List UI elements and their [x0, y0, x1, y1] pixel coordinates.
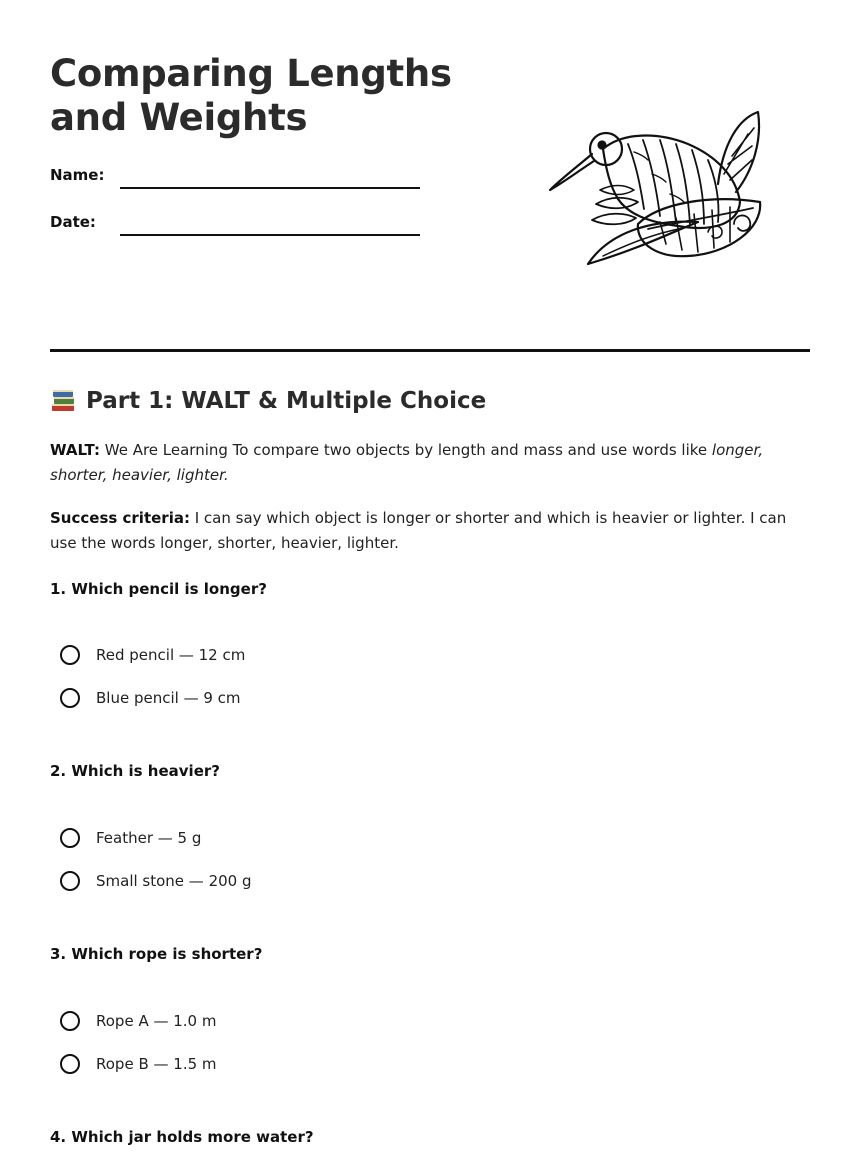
question-1-option-2[interactable]: [60, 688, 241, 708]
question-2-option-2[interactable]: [60, 871, 252, 891]
radio-button[interactable]: [60, 688, 80, 708]
radio-button[interactable]: [60, 1011, 80, 1031]
question-2: 2. Which is heavier?: [50, 762, 220, 780]
name-label: Name:: [50, 166, 105, 184]
radio-button[interactable]: [60, 645, 80, 665]
question-4: 4. Which jar holds more water?: [50, 1128, 314, 1146]
walt-text: We Are Learning To compare two objects by length and mass and use words like: [104, 441, 708, 459]
walt-label: WALT:: [50, 441, 100, 459]
option-label: Feather — 5 g: [96, 829, 202, 847]
section-divider: [50, 349, 810, 352]
success-criteria-text: I can say which object is longer or shorter and which is heavier or lighter. I can use the words longer, shorter, heavier, lighter.: [50, 509, 787, 552]
question-1-option-1[interactable]: [60, 645, 245, 665]
walt-paragraph: [50, 438, 810, 488]
radio-button[interactable]: [60, 1054, 80, 1074]
option-label: Blue pencil — 9 cm: [96, 689, 241, 707]
question-2-option-1[interactable]: [60, 828, 201, 848]
success-criteria-label: Success criteria:: [50, 509, 190, 527]
part1-heading: [50, 388, 486, 414]
radio-button[interactable]: [60, 828, 80, 848]
question-3-option-2[interactable]: [60, 1054, 217, 1074]
walt-words: longer, shorter, heavier, lighter.: [50, 441, 764, 484]
question-3: 3. Which rope is shorter?: [50, 945, 263, 963]
radio-button[interactable]: [60, 871, 80, 891]
page-title: Comparing Lengths and Weights: [50, 52, 452, 139]
success-criteria-paragraph: [50, 506, 810, 556]
option-label: Rope B — 1.5 m: [96, 1055, 217, 1073]
part1-heading-text: Part 1: WALT & Multiple Choice: [86, 388, 487, 414]
name-field[interactable]: [120, 187, 420, 189]
books-icon: [50, 388, 76, 414]
date-field[interactable]: [120, 234, 420, 236]
worksheet-page: [50, 0, 810, 1161]
option-label: Red pencil — 12 cm: [96, 646, 246, 664]
question-3-option-1[interactable]: [60, 1011, 216, 1031]
kiwi-bird-illustration: [548, 104, 768, 269]
question-1: 1. Which pencil is longer?: [50, 580, 267, 598]
option-label: Rope A — 1.0 m: [96, 1012, 217, 1030]
date-label: Date:: [50, 213, 96, 231]
option-label: Small stone — 200 g: [96, 872, 252, 890]
